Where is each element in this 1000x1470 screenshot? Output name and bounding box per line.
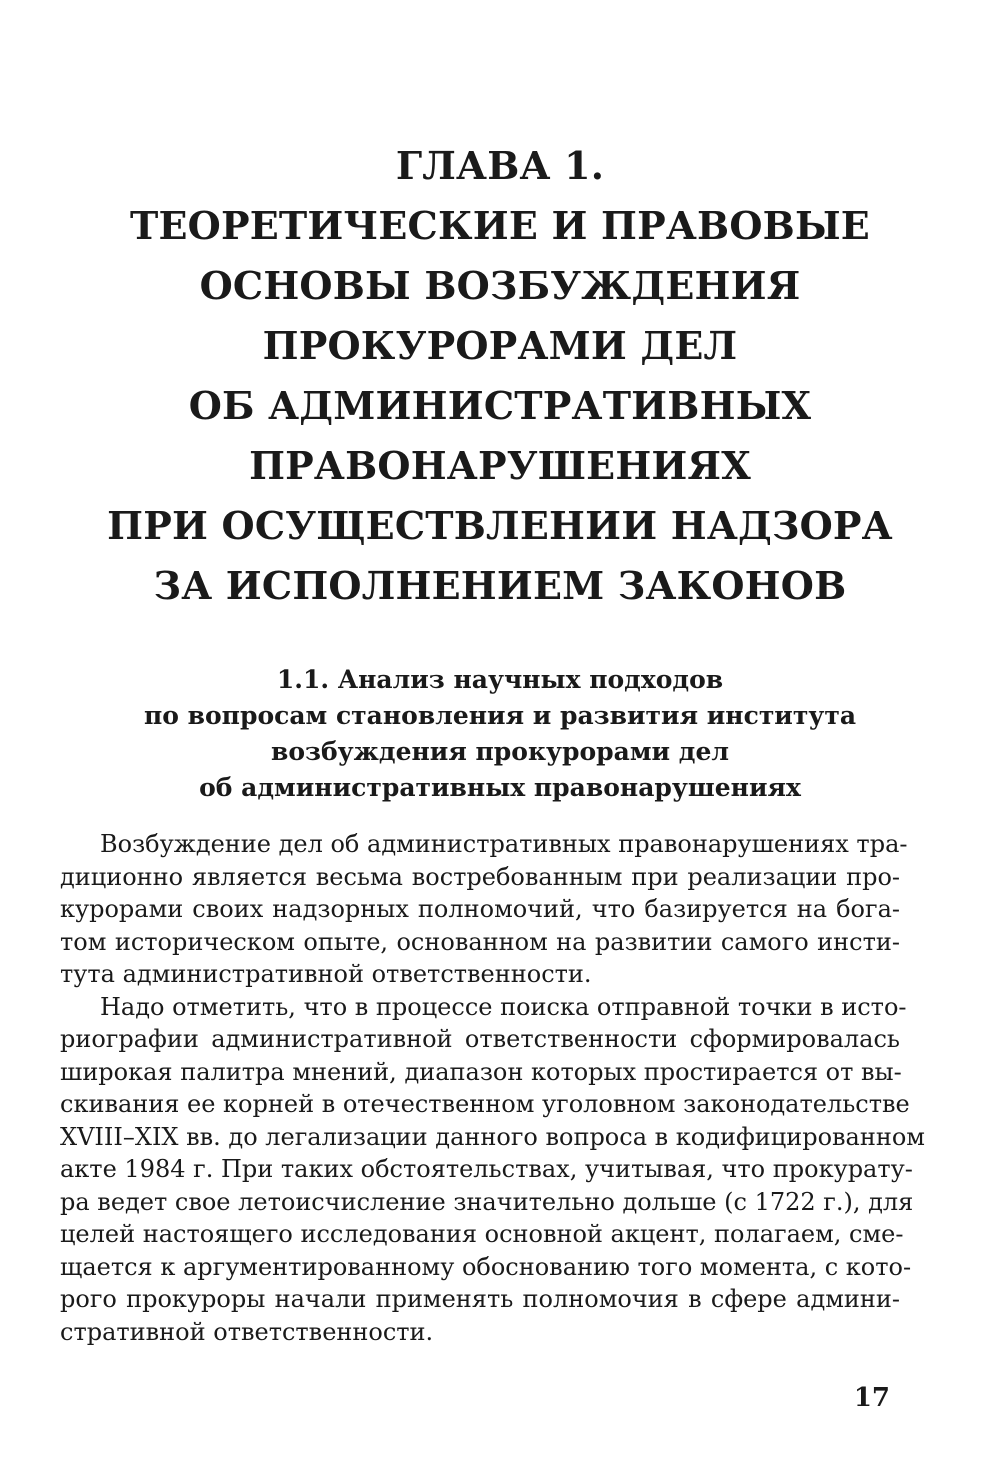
text-line: щается к аргументированному обоснованию того момента, с кото- xyxy=(60,1252,912,1281)
chapter-title-line: ПРАВОНАРУШЕНИЯХ xyxy=(249,443,751,488)
chapter-title-line: ЗА ИСПОЛНЕНИЕМ ЗАКОНОВ xyxy=(153,563,847,608)
section-title-line: 1.1. Анализ научных подходов xyxy=(276,665,724,694)
chapter-title-line: ОСНОВЫ ВОЗБУЖДЕНИЯ xyxy=(199,263,801,308)
paragraph xyxy=(60,991,925,1349)
text-line: ра ведет свое летоисчисление значительно дольше (с 1722 г.), для xyxy=(60,1187,914,1216)
chapter-title-line: ПРИ ОСУЩЕСТВЛЕНИИ НАДЗОРА xyxy=(107,503,893,548)
text-line: том историческом опыте, основанном на развитии самого инсти- xyxy=(60,927,900,956)
text-line: XVIII–XIX вв. до легализации данного вопроса в кодифицированном xyxy=(60,1122,925,1151)
text-line: рого прокуроры начали применять полномочия в сфере админи- xyxy=(60,1285,900,1313)
body-text xyxy=(60,828,925,1348)
chapter-title-line: ГЛАВА 1. xyxy=(395,143,605,188)
text-line: риографии административной ответственности сформировалась xyxy=(60,1025,900,1053)
page-number: 17 xyxy=(853,1383,890,1413)
text-line: Надо отметить, что в процессе поиска отправной точки в исто- xyxy=(100,992,907,1021)
chapter-title xyxy=(80,136,920,616)
section-title-line: возбуждения прокурорами дел xyxy=(270,737,729,766)
chapter-title-line: ОБ АДМИНИСТРАТИВНЫХ xyxy=(188,383,812,428)
text-line: диционно является весьма востребованным при реализации про- xyxy=(60,862,900,891)
text-line: целей настоящего исследования основной акцент, полагаем, сме- xyxy=(60,1220,904,1248)
text-line: тута административной ответственности. xyxy=(60,960,592,988)
text-line: скивания ее корней в отечественном уголовном законодательстве xyxy=(60,1090,910,1118)
text-line: Возбуждение дел об административных правонарушениях тра- xyxy=(100,830,908,858)
paragraph xyxy=(60,828,908,991)
text-line: курорами своих надзорных полномочий, что базируется на бога- xyxy=(60,895,900,923)
section-title-line: об административных правонарушениях xyxy=(199,773,801,802)
chapter-title-line: ПРОКУРОРАМИ ДЕЛ xyxy=(262,323,738,368)
text-line: широкая палитра мнений, диапазон которых простирается от вы- xyxy=(60,1057,902,1086)
section-title xyxy=(80,662,920,806)
section-title-line: по вопросам становления и развития института xyxy=(143,701,857,730)
text-line: стративной ответственности. xyxy=(60,1317,434,1346)
chapter-title-line: ТЕОРЕТИЧЕСКИЕ И ПРАВОВЫЕ xyxy=(130,203,870,248)
text-line: акте 1984 г. При таких обстоятельствах, учитывая, что прокурату- xyxy=(60,1155,913,1183)
